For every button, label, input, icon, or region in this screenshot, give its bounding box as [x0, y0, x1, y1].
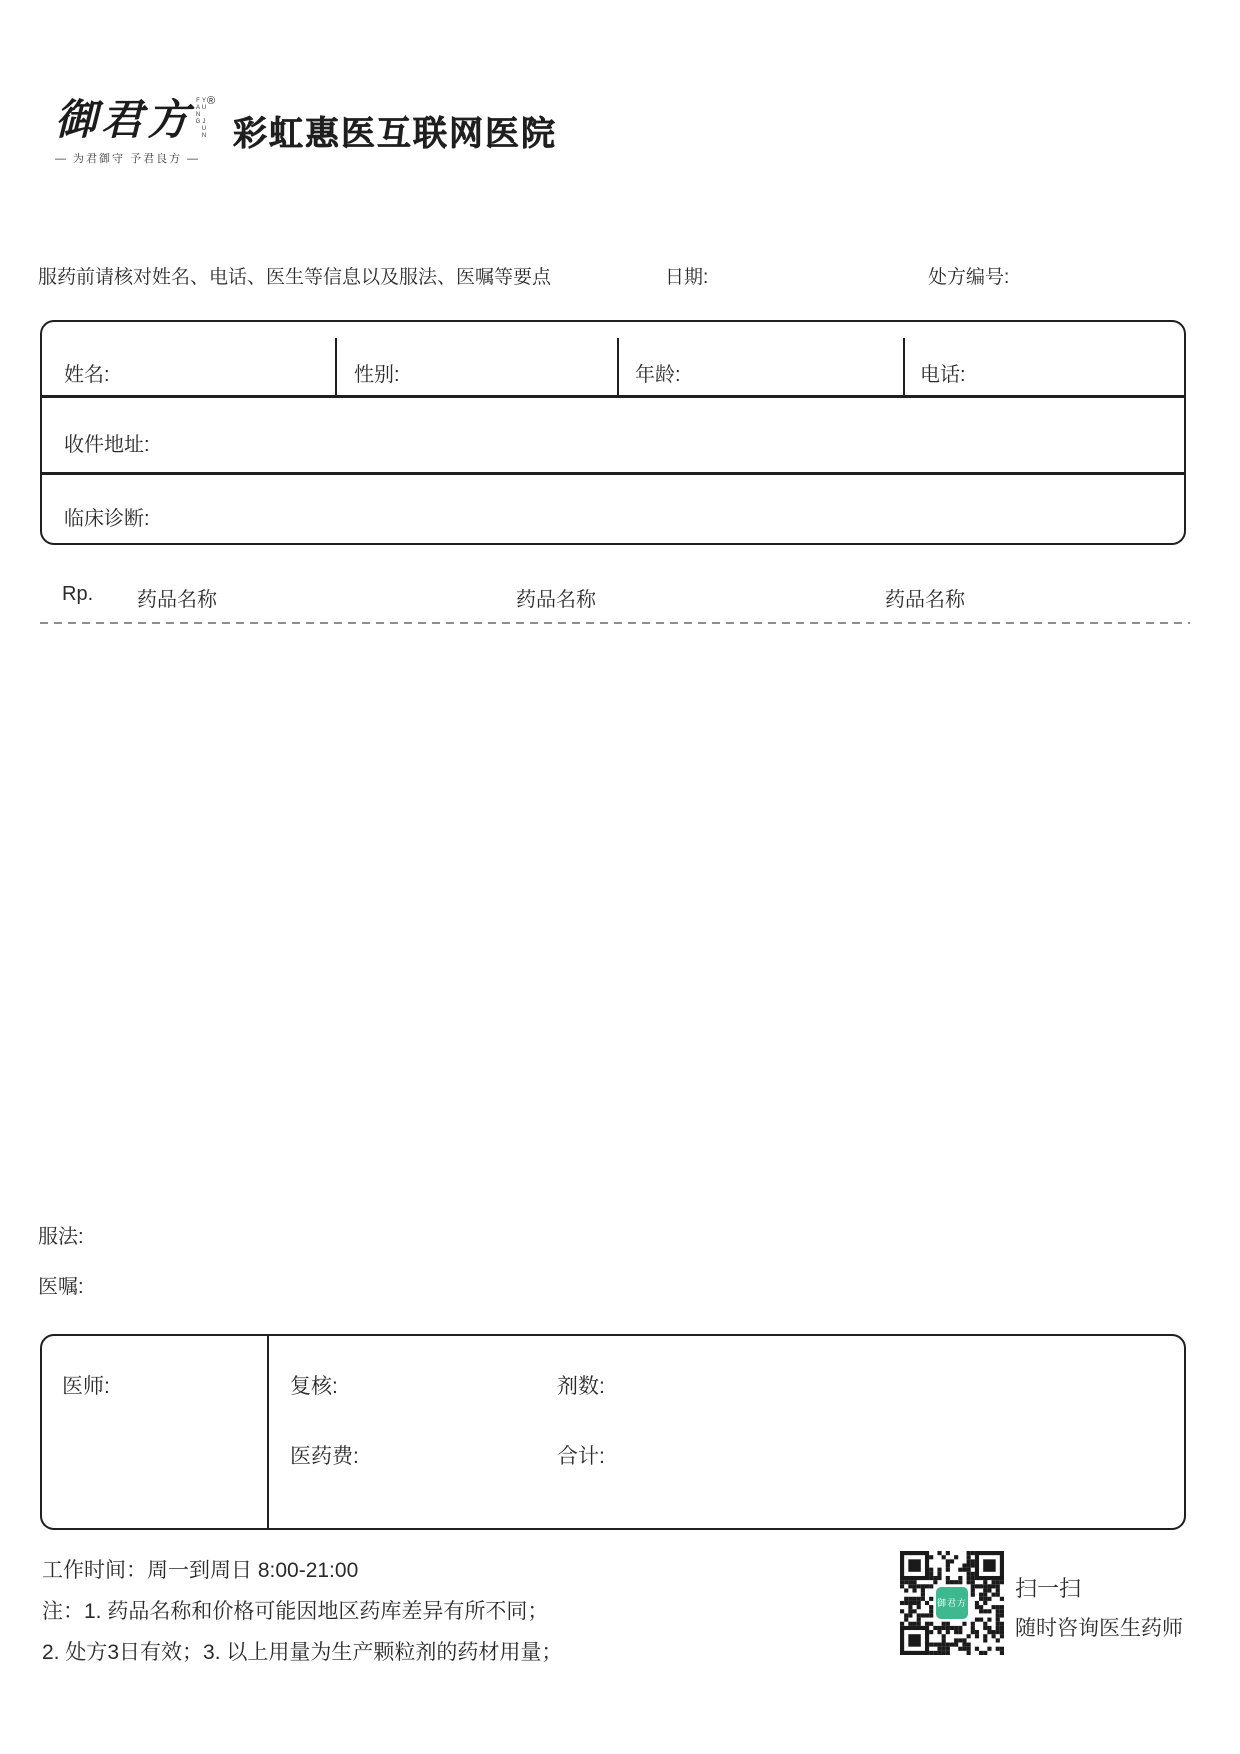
divider	[42, 472, 1184, 475]
divider	[42, 395, 1184, 398]
footer-notes	[42, 1550, 562, 1673]
usage-label: 服法:	[38, 1226, 84, 1248]
drug-name-column-header: 药品名称	[516, 589, 596, 611]
divider	[903, 338, 905, 395]
rx-dashed-separator	[40, 622, 1190, 624]
name-label: 姓名:	[64, 364, 110, 386]
diagnosis-label: 临床诊断:	[64, 508, 150, 530]
gender-label: 性别:	[354, 364, 400, 386]
total-label: 合计:	[557, 1445, 605, 1468]
medicine-fee-label: 医药费:	[290, 1445, 359, 1468]
age-label: 年龄:	[635, 364, 681, 386]
drug-name-column-header: 药品名称	[137, 589, 217, 611]
note-line-1: 注：1. 药品名称和价格可能因地区药库差异有所不同；	[42, 1600, 549, 1623]
review-label: 复核:	[290, 1375, 338, 1398]
qr-center-text: 御君方	[936, 1598, 967, 1608]
rx-number-label: 处方编号:	[928, 267, 1010, 288]
brand-logo	[55, 95, 216, 166]
signature-fee-box	[40, 1334, 1186, 1530]
address-label: 收件地址:	[64, 434, 150, 456]
brand-romanized: YU JUN FANG	[195, 98, 208, 140]
patient-info-box	[40, 320, 1186, 545]
brand-tagline: — 为君御守 予君良方 —	[55, 153, 201, 165]
working-hours: 工作时间：周一到周日 8:00-21:00	[42, 1559, 359, 1582]
date-label: 日期:	[665, 267, 709, 288]
divider	[335, 338, 337, 395]
drug-name-column-header: 药品名称	[885, 589, 965, 611]
qr-center-logo	[934, 1585, 970, 1621]
advice-label: 医嘱:	[38, 1276, 84, 1298]
divider	[617, 338, 619, 395]
registered-trademark-icon: ®	[207, 95, 216, 107]
note-line-2: 2. 处方3日有效；3. 以上用量为生产颗粒剂的药材用量；	[42, 1641, 563, 1664]
divider	[267, 1336, 269, 1528]
brand-name: 御君方	[55, 95, 194, 144]
rp-label: Rp.	[62, 583, 94, 605]
qr-scan-desc: 随时咨询医生药师	[1015, 1617, 1183, 1640]
hospital-name: 彩虹惠医互联网医院	[233, 115, 557, 153]
qr-code	[900, 1551, 1004, 1655]
qr-scan-label: 扫一扫	[1015, 1576, 1082, 1601]
pre-medication-notice: 服药前请核对姓名、电话、医生等信息以及服法、医嘱等要点	[38, 267, 552, 288]
phone-label: 电话:	[920, 364, 966, 386]
dose-count-label: 剂数:	[557, 1375, 605, 1398]
doctor-label: 医师:	[62, 1375, 110, 1398]
